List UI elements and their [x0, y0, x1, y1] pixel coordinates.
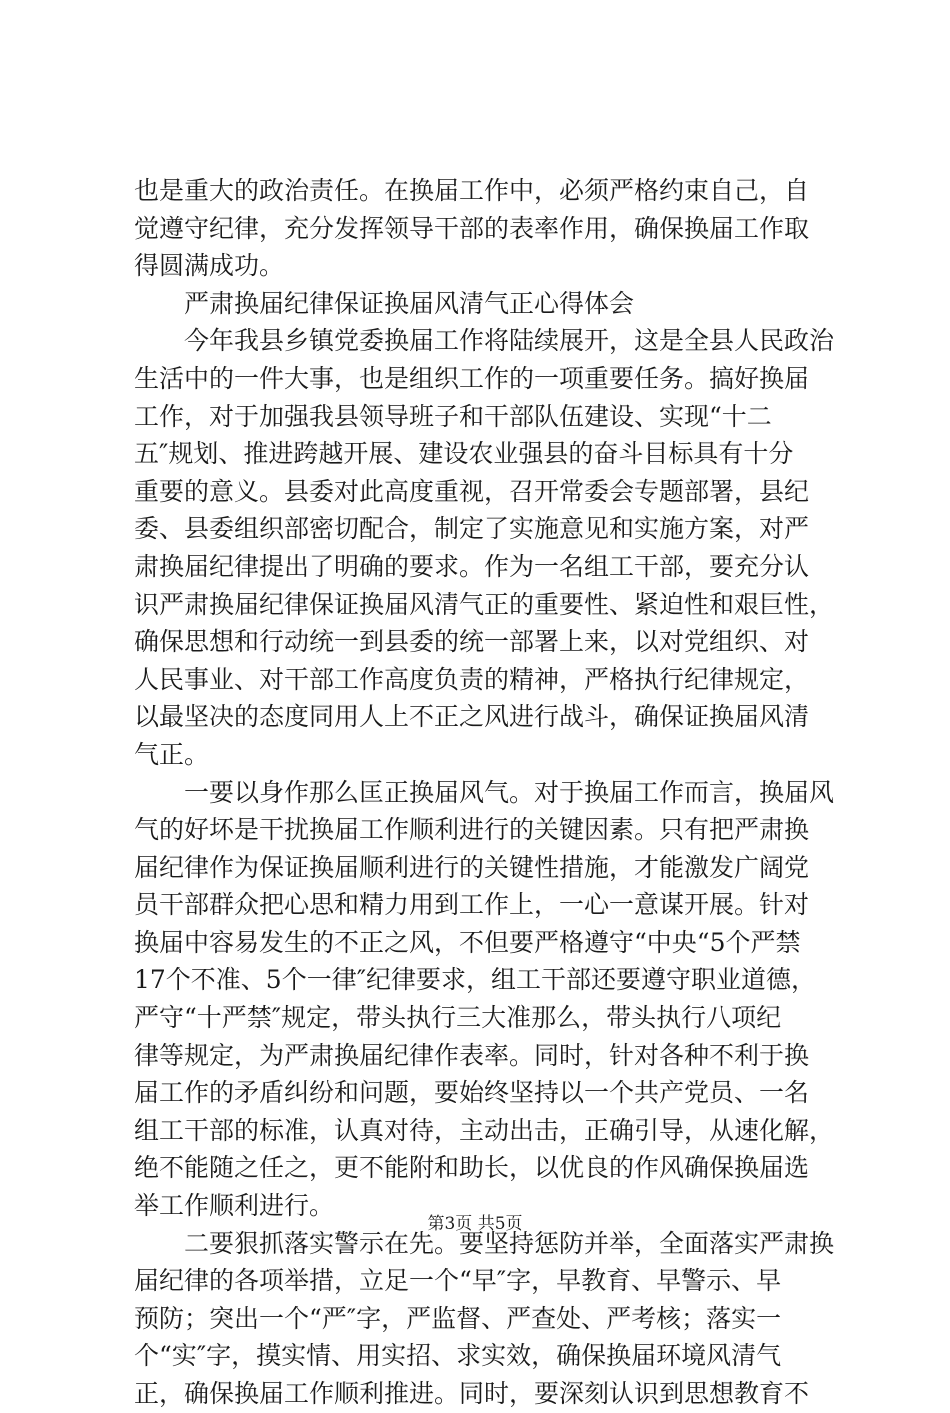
text-line: 二要狠抓落实警示在先。要坚持惩防并举，全面落实严肃换 — [184, 1228, 835, 1258]
text-line: 正，确保换届工作顺利推进。同时，要深刻认识到思想教育不 — [134, 1379, 810, 1408]
text-line: 律等规定，为严肃换届纪律作表率。同时，针对各种不利于换 — [134, 1040, 810, 1070]
text-line: 严守“十严禁″规定，带头执行三大准那么，带头执行八项纪 — [134, 1003, 782, 1033]
text-line: 换届中容易发生的不正之风，不但要严格遵守“中央“5个严禁 — [134, 927, 801, 957]
text-line: 个“实″字，摸实情、用实招、求实效，确保换届环境风清气 — [134, 1341, 782, 1371]
text-line: 绝不能随之任之，更不能附和助长，以优良的作风确保换届选 — [134, 1153, 810, 1183]
text-line: 气的好坏是干扰换届工作顺利进行的关键因素。只有把严肃换 — [134, 815, 810, 845]
text-line: 重要的意义。县委对此高度重视，召开常委会专题部署，县纪 — [134, 476, 810, 506]
text-line: 确保思想和行动统一到县委的统一部署上来，以对党组织、对 — [134, 627, 810, 657]
text-line: 工作，对于加强我县领导班子和干部队伍建设、实现“十二 — [134, 401, 772, 431]
text-line: 员干部群众把心思和精力用到工作上，一心一意谋开展。针对 — [134, 890, 810, 920]
text-line: 预防；突出一个“严″字，严监督、严查处、严考核；落实一 — [134, 1303, 782, 1333]
text-line: 觉遵守纪律，充分发挥领导干部的表率作用，确保换届工作取 — [134, 213, 810, 243]
text-line: 一要以身作那么匡正换届风气。对于换届工作而言，换届风 — [184, 777, 835, 807]
text-line: 届纪律作为保证换届顺利进行的关键性措施，才能激发广阔党 — [134, 852, 810, 882]
text-line: 届工作的矛盾纠纷和问题，要始终坚持以一个共产党员、一名 — [134, 1078, 810, 1108]
text-line: 五″规划、推进跨越开展、建设农业强县的奋斗目标具有十分 — [134, 439, 794, 469]
text-line: 生活中的一件大事，也是组织工作的一项重要任务。搞好换届 — [134, 363, 810, 393]
text-line: 以最坚决的态度同用人上不正之风进行战斗，确保证换届风清 — [134, 702, 810, 732]
text-line: 气正。 — [134, 739, 210, 769]
text-line: 委、县委组织部密切配合，制定了实施意见和实施方案，对严 — [134, 514, 810, 544]
text-line: 组工干部的标准，认真对待，主动出击，正确引导，从速化解， — [134, 1115, 835, 1145]
text-line: 严肃换届纪律保证换届风清气正心得体会 — [184, 288, 635, 318]
text-line: 人民事业、对干部工作高度负责的精神，严格执行纪律规定， — [134, 664, 810, 694]
text-line: 识严肃换届纪律保证换届风清气正的重要性、紧迫性和艰巨性， — [134, 589, 835, 619]
text-line: 举工作顺利进行。 — [134, 1191, 335, 1221]
text-line: 今年我县乡镇党委换届工作将陆续展开，这是全县人民政治 — [184, 326, 835, 356]
text-line: 届纪律的各项举措，立足一个“早″字，早教育、早警示、早 — [134, 1266, 782, 1296]
text-line: 肃换届纪律提出了明确的要求。作为一名组工干部，要充分认 — [134, 551, 810, 581]
text-line: 也是重大的政治责任。在换届工作中，必须严格约束自己，自 — [134, 176, 810, 205]
page-footer: 第3页 共5页 — [427, 1214, 523, 1234]
text-line: 得圆满成功。 — [134, 251, 285, 281]
text-line: 17个不准、5个一律″纪律要求，组工干部还要遵守职业道德， — [134, 965, 817, 995]
